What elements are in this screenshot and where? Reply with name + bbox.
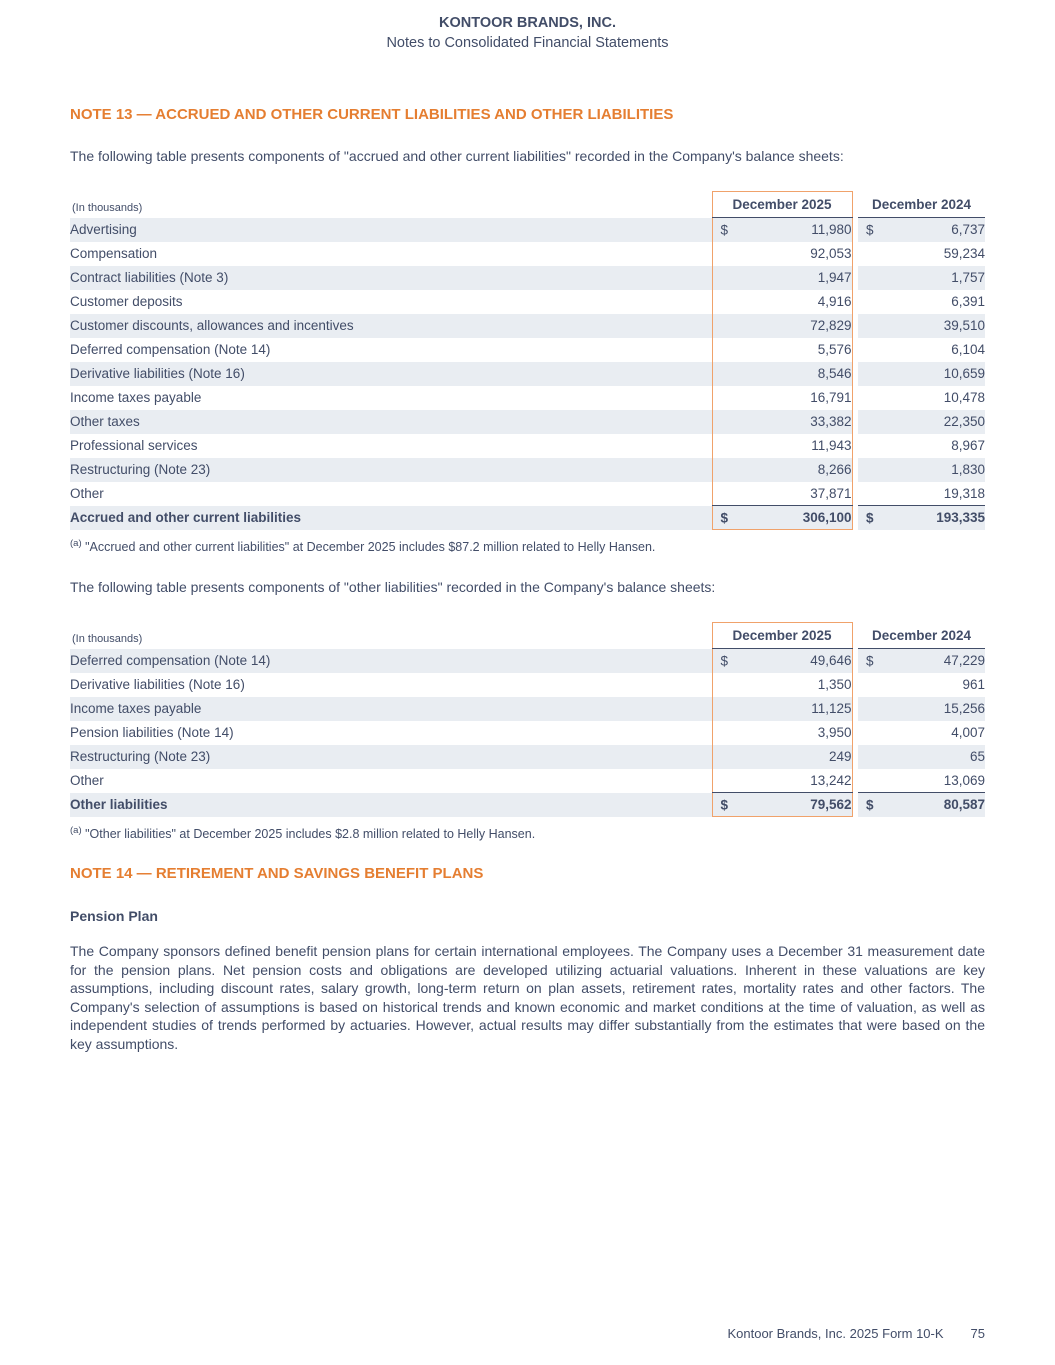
value-cell <box>858 458 985 482</box>
value-cell <box>712 338 852 362</box>
other-footnote <box>70 823 985 842</box>
cell-value: 306,100 <box>802 510 852 525</box>
row-label: Professional services <box>70 438 198 453</box>
table-total-row <box>70 506 985 530</box>
cell-value: 3,950 <box>817 725 852 741</box>
value-cell <box>858 386 985 410</box>
table-row <box>70 386 985 410</box>
currency-symbol: $ <box>720 797 729 813</box>
value-cell <box>712 673 852 697</box>
row-label: Accrued and other current liabilities <box>70 506 712 530</box>
footer-text: Kontoor Brands, Inc. 2025 Form 10-K <box>727 1326 944 1341</box>
cell-value: 8,546 <box>817 366 852 381</box>
footnote-text: "Accrued and other current liabilities" at December 2025 includes $87.2 million related to Helly Hansen. <box>85 540 656 555</box>
table-row <box>70 458 985 482</box>
column-header-dec2024: December 2024 <box>858 192 985 218</box>
page-number: 75 <box>970 1326 985 1341</box>
cell-value: 11,980 <box>811 222 852 238</box>
currency-symbol: $ <box>720 222 729 238</box>
table-row <box>70 673 985 697</box>
cell-value: 193,335 <box>936 510 985 526</box>
value-cell <box>712 769 852 793</box>
table-row <box>70 745 985 769</box>
column-header-dec2024: December 2024 <box>858 623 985 649</box>
other-intro-text: The following table presents components of "other liabilities" recorded in the Company's balance sheets: <box>70 579 716 596</box>
footnote-marker: (a) <box>70 538 82 549</box>
row-label: Other <box>70 773 104 789</box>
table-row <box>70 649 985 673</box>
row-label: Derivative liabilities (Note 16) <box>70 677 245 693</box>
cell-value: 59,234 <box>943 246 985 261</box>
row-label: Customer deposits <box>70 294 183 309</box>
value-cell <box>712 290 852 314</box>
currency-symbol: $ <box>866 510 874 526</box>
row-label: Other <box>70 486 104 501</box>
accrued-liabilities-table <box>70 191 985 530</box>
cell-value: 22,350 <box>943 414 985 429</box>
cell-value: 10,659 <box>943 366 985 381</box>
row-label: Pension liabilities (Note 14) <box>70 725 234 741</box>
table-row <box>70 242 985 266</box>
footnote-marker: (a) <box>70 825 82 837</box>
cell-value: 80,587 <box>943 797 985 813</box>
value-cell <box>712 697 852 721</box>
table-row <box>70 266 985 290</box>
value-cell <box>712 649 852 673</box>
currency-symbol: $ <box>720 653 729 669</box>
row-label: Advertising <box>70 218 712 242</box>
cell-value: 72,829 <box>810 318 852 333</box>
value-cell <box>858 649 985 673</box>
cell-value: 13,242 <box>810 772 852 788</box>
company-name: KONTOOR BRANDS, INC. <box>439 15 616 31</box>
value-cell <box>858 266 985 290</box>
cell-value: 5,576 <box>817 342 852 357</box>
row-label: Deferred compensation (Note 14) <box>70 342 271 357</box>
value-cell <box>858 338 985 362</box>
footnote-text: "Other liabilities" at December 2025 includes $2.8 million related to Helly Hansen. <box>85 827 536 842</box>
cell-value: 4,007 <box>951 725 985 741</box>
row-label: Deferred compensation (Note 14) <box>70 649 712 673</box>
table-header-row <box>70 192 985 218</box>
row-label: Income taxes payable <box>70 697 712 721</box>
value-cell <box>858 745 985 769</box>
cell-value: 249 <box>828 749 852 765</box>
row-label: Restructuring (Note 23) <box>70 458 712 482</box>
cell-value: 8,266 <box>817 462 852 477</box>
value-cell <box>712 721 852 745</box>
value-cell <box>712 410 852 434</box>
row-label: Derivative liabilities (Note 16) <box>70 362 712 386</box>
row-label: Restructuring (Note 23) <box>70 745 712 769</box>
value-cell <box>712 458 852 482</box>
cell-value: 11,125 <box>811 701 852 717</box>
document-subtitle: Notes to Consolidated Financial Statements <box>386 35 669 51</box>
column-header-dec2025: December 2025 <box>712 623 852 649</box>
unit-label: (In thousands) <box>72 201 143 214</box>
cell-value: 1,757 <box>951 270 985 285</box>
pension-plan-subheading: Pension Plan <box>70 908 158 925</box>
cell-value: 13,069 <box>943 772 985 788</box>
value-cell <box>858 218 985 242</box>
currency-symbol: $ <box>866 222 874 238</box>
table-row <box>70 721 985 745</box>
cell-value: 47,229 <box>943 653 985 669</box>
document-header <box>0 0 1055 53</box>
pension-plan-paragraph: The Company sponsors defined benefit pension plans for certain international employees. The Company uses a December 31 measurement date for the pension plans. Net pension costs and obligations are developed utilizing actuarial valuations. Inherent in these valuations are key assumptions, including discount rates, salary growth, long-term return on plan assets, retirement rates, mortality rates and other factors. The Company's selection of assumptions is based on historical trends and known economic and market conditions at the time of valuation, as well as independent studies of trends performed by actuaries. However, actual results may differ substantially from the estimates that were based on the key assumptions. <box>70 943 985 1052</box>
value-cell <box>858 434 985 458</box>
value-cell <box>858 314 985 338</box>
row-label: Other liabilities <box>70 793 712 817</box>
cell-value: 19,318 <box>943 485 985 501</box>
unit-label: (In thousands) <box>72 632 143 645</box>
row-label: Other taxes <box>70 410 712 434</box>
value-cell <box>858 362 985 386</box>
other-liabilities-table <box>70 622 985 817</box>
row-label: Compensation <box>70 246 158 261</box>
cell-value: 92,053 <box>810 246 852 261</box>
value-cell <box>712 793 852 817</box>
table-header-row <box>70 623 985 649</box>
value-cell <box>858 242 985 266</box>
column-header-dec2025: December 2025 <box>712 192 852 218</box>
value-cell <box>712 218 852 242</box>
cell-value: 1,947 <box>817 270 852 285</box>
value-cell <box>858 290 985 314</box>
cell-value: 4,916 <box>817 294 852 309</box>
value-cell <box>712 506 852 530</box>
row-label: Contract liabilities (Note 3) <box>70 266 712 290</box>
cell-value: 37,871 <box>810 485 852 501</box>
table-row <box>70 314 985 338</box>
currency-symbol: $ <box>866 797 874 813</box>
currency-symbol: $ <box>866 653 874 669</box>
cell-value: 1,830 <box>951 462 985 477</box>
cell-value: 961 <box>962 677 985 693</box>
accrued-footnote <box>70 536 985 555</box>
page-content <box>0 105 1055 1053</box>
value-cell <box>858 673 985 697</box>
table-row <box>70 434 985 458</box>
table-row <box>70 769 985 793</box>
table-total-row <box>70 793 985 817</box>
note13-heading: NOTE 13 — ACCRUED AND OTHER CURRENT LIABILITIES AND OTHER LIABILITIES <box>70 106 674 123</box>
value-cell <box>712 386 852 410</box>
cell-value: 33,382 <box>810 414 852 429</box>
table-row <box>70 290 985 314</box>
cell-value: 11,943 <box>811 438 852 453</box>
cell-value: 49,646 <box>810 653 852 669</box>
cell-value: 15,256 <box>943 701 985 717</box>
cell-value: 10,478 <box>943 390 985 405</box>
value-cell <box>712 745 852 769</box>
value-cell <box>712 242 852 266</box>
cell-value: 16,791 <box>810 390 852 405</box>
cell-value: 6,737 <box>951 222 985 238</box>
table-row <box>70 362 985 386</box>
value-cell <box>712 266 852 290</box>
note14-heading: NOTE 14 — RETIREMENT AND SAVINGS BENEFIT PLANS <box>70 865 484 883</box>
page-footer <box>727 1326 985 1341</box>
cell-value: 1,350 <box>817 677 852 693</box>
currency-symbol: $ <box>720 510 729 525</box>
table-row <box>70 410 985 434</box>
value-cell <box>858 482 985 506</box>
value-cell <box>858 769 985 793</box>
cell-value: 6,391 <box>951 294 985 309</box>
value-cell <box>712 362 852 386</box>
value-cell <box>712 314 852 338</box>
value-cell <box>858 793 985 817</box>
cell-value: 39,510 <box>943 318 985 333</box>
value-cell <box>858 697 985 721</box>
cell-value: 79,562 <box>810 797 852 813</box>
cell-value: 6,104 <box>951 342 985 357</box>
value-cell <box>858 410 985 434</box>
value-cell <box>712 482 852 506</box>
value-cell <box>858 721 985 745</box>
table-row <box>70 482 985 506</box>
table-row <box>70 697 985 721</box>
cell-value: 8,967 <box>951 438 985 453</box>
accrued-intro-text: The following table presents components of "accrued and other current liabilities" recorded in the Company's balance sheets: <box>70 148 844 164</box>
value-cell <box>712 434 852 458</box>
row-label: Customer discounts, allowances and incentives <box>70 314 712 338</box>
row-label: Income taxes payable <box>70 390 202 405</box>
table-row <box>70 218 985 242</box>
value-cell <box>858 506 985 530</box>
table-row <box>70 338 985 362</box>
cell-value: 65 <box>969 749 985 765</box>
